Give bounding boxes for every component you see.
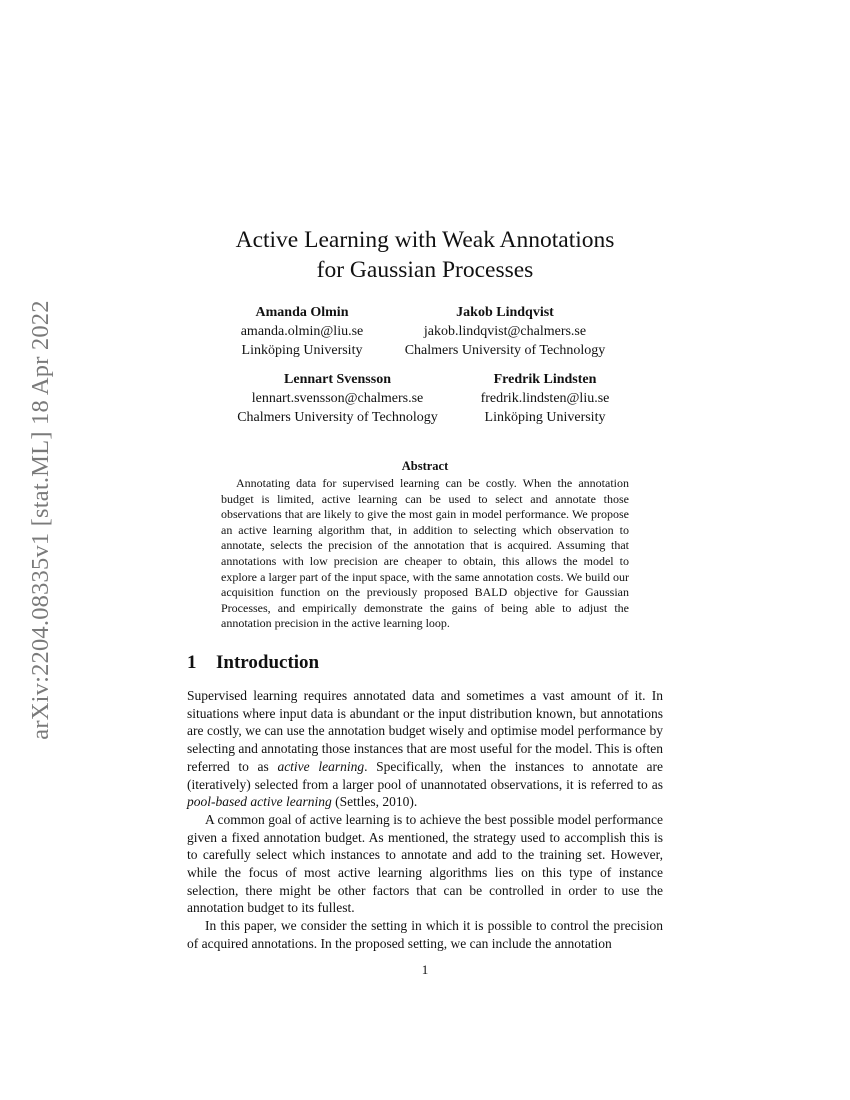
paragraph-text: Supervised learning requires annotated data and sometimes a vast amount of it. In situations where input data is abundant or the input distribution known, but annotations are costly, we can use the annotation budget wisely and optimise model performance by selecting and annotating those instances that are most useful for the model. This is often referred to as xyxy=(187,688,663,774)
arxiv-side-stamp xyxy=(19,260,63,780)
title-line-2: for Gaussian Processes xyxy=(316,257,534,283)
author-name: Fredrik Lindsten xyxy=(493,372,597,387)
author-affiliation: Chalmers University of Technology xyxy=(404,343,606,358)
emphasis-term: pool-based active learning xyxy=(187,794,332,810)
emphasis-term: active learning xyxy=(277,758,365,774)
title-line-1: Active Learning with Weak Annotations xyxy=(235,227,615,253)
section-heading xyxy=(187,652,319,674)
author-block xyxy=(225,370,450,427)
author-affiliation: Chalmers University of Technology xyxy=(237,410,438,425)
paper-title xyxy=(0,225,850,285)
author-name: Amanda Olmin xyxy=(255,305,349,320)
author-block xyxy=(465,370,625,427)
abstract-text: Annotating data for supervised learning can be costly. When the annotation budget is limited, active learning can be used to select and annotate those observations that are likely to give the most gain in model performance. We propose an active learning algorithm that, in addition to selecting which observation to annotate, selects the precision of the annotation that is acquired. Assuming that annotations with low precision are cheaper to obtain, this allows the model to explore a larger part of the input space, with the same annotation costs. We build our acquisition function on the previously proposed BALD objective for Gaussian Processes, and empirically demonstrate the gains of being able to adjust the annotation precision in the active learning loop. xyxy=(221,476,629,631)
paragraph xyxy=(187,687,663,811)
paragraph-text: . Specifically, when the instances to annotate are (iteratively) selected from a larger pool of unannotated observations, it is referred to as xyxy=(187,758,663,792)
arxiv-identifier: arXiv:2204.08335v1 [stat.ML] 18 Apr 2022 xyxy=(27,300,54,740)
author-name: Jakob Lindqvist xyxy=(456,305,554,320)
section-title: Introduction xyxy=(216,652,320,673)
author-email: amanda.olmin@liu.se xyxy=(240,324,364,339)
author-name: Lennart Svensson xyxy=(284,372,391,387)
author-email: jakob.lindqvist@chalmers.se xyxy=(423,324,587,339)
author-email: lennart.svensson@chalmers.se xyxy=(251,391,424,406)
paragraph: In this paper, we consider the setting in which it is possible to control the precision of acquired annotations. In the proposed setting, we can include the annotation xyxy=(187,918,663,951)
author-email: fredrik.lindsten@liu.se xyxy=(480,391,610,406)
abstract-heading: Abstract xyxy=(401,459,449,473)
author-block xyxy=(390,303,620,360)
citation-text: (Settles, 2010). xyxy=(331,794,418,810)
author-affiliation: Linköping University xyxy=(241,343,363,358)
author-affiliation: Linköping University xyxy=(484,410,606,425)
body-text xyxy=(187,687,663,953)
page-number: 1 xyxy=(421,962,429,977)
section-number: 1 xyxy=(187,652,197,673)
author-block xyxy=(222,303,382,360)
paragraph: A common goal of active learning is to achieve the best possible model performance given a fixed annotation budget. As mentioned, the strategy used to accomplish this is to carefully select which instances to annotate and add to the training set. However, while the focus of most active learning algorithms lies on this type of instance selection, there might be other factors that can be controlled in order to use the annotation budget to its fullest. xyxy=(187,811,663,916)
